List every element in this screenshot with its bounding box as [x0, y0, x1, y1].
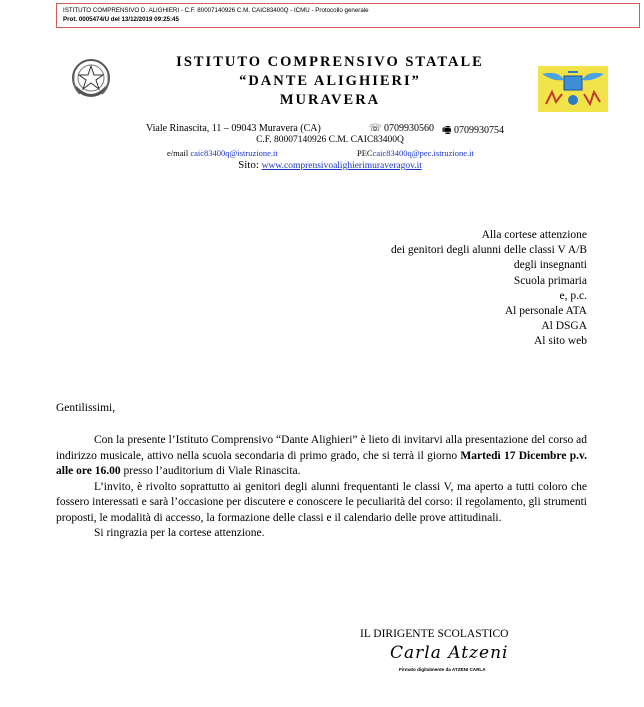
- pec-line: [357, 148, 474, 158]
- signer-title: IL DIRIGENTE SCOLASTICO: [360, 628, 509, 640]
- protocol-line: ISTITUTO COMPRENSIVO D. ALIGHIERI - C.F. 80007140926 C.M. CAIC83400Q - ICMU - Protocollo generale: [63, 7, 369, 14]
- school-logo-icon: [538, 66, 608, 112]
- website-link[interactable]: www.comprensivoalighierimuraveragov.it: [261, 161, 422, 171]
- fiscal-codes: C.F. 80007140926 C.M. CAIC83400Q: [256, 135, 404, 145]
- pec-link[interactable]: caic83400q@pec.istruzione.it: [372, 148, 474, 158]
- fax-number: 🖷 0709930754: [442, 125, 504, 136]
- email-label: e/mail: [167, 148, 189, 158]
- recipient-line: Scuola primaria: [513, 274, 587, 287]
- greeting: Gentilissimi,: [56, 402, 116, 414]
- website-label: Sito:: [238, 159, 259, 171]
- recipient-line: Alla cortese attenzione: [481, 229, 587, 241]
- recipient-line: e, p.c.: [559, 289, 587, 302]
- recipient-line: Al DSGA: [541, 320, 587, 333]
- recipients-block: [391, 228, 587, 350]
- recipient-line: degli insegnanti: [513, 259, 587, 272]
- paragraph-thanks: Si ringrazia per la cortese attenzione.: [94, 527, 265, 539]
- recipient-line: Al personale ATA: [504, 305, 587, 318]
- letter-body: [56, 433, 587, 542]
- paragraph-invitation: Con la presente l’Istituto Comprensivo “Dante Alighieri” è lieto di invitarvi alla presentazione del corso ad indirizzo musicale, attivo nella scuola secondaria di primo grado, che si terrà il giorno Martedì 17 Dicembre p.v. alle ore 16.00 presso l’auditorium di Viale Rinascita.: [56, 434, 587, 477]
- digital-signature-note: Firmato digitalmente da ATZENI CARLA: [399, 667, 486, 672]
- phone-number: ☏ 0709930560: [369, 123, 435, 134]
- phone-icon: ☏: [369, 123, 382, 134]
- protocol-number: Prot. 0005474/U del 13/12/2019 09:25:45: [63, 16, 179, 23]
- school-name-line3: MURAVERA: [279, 92, 381, 108]
- school-address: Viale Rinascita, 11 – 09043 Muravera (CA): [146, 123, 321, 134]
- signature-block: [360, 628, 560, 672]
- school-name-line1: ISTITUTO COMPRENSIVO STATALE: [176, 54, 484, 70]
- email-link[interactable]: caic83400q@istruzione.it: [190, 148, 278, 158]
- paragraph-details: L’invito, è rivolto soprattutto ai genitori degli alunni frequentanti le classi V, ma aperto a tutti coloro che fossero interessati e sarà l’occasione per discutere e conoscere le peculiarità del corso: il regolamento, gli strumenti proposti, le modalità di accesso, la formazione delle classi e il calendario delle prove attitudinali.: [56, 480, 587, 524]
- school-name-line2: “DANTE ALIGHIERI”: [239, 73, 421, 89]
- pec-label: PEC: [357, 148, 373, 158]
- event-date: Martedì 17 Dicembre p.v. alle ore 16.00: [56, 449, 587, 477]
- fax-icon: 🖷: [442, 125, 452, 136]
- recipient-line: Al sito web: [533, 335, 587, 348]
- recipient-line: dei genitori degli alunni delle classi V A/B: [390, 244, 587, 257]
- italian-republic-emblem-icon: [70, 57, 112, 101]
- handwritten-signature: Carla Atzeni: [390, 643, 509, 663]
- website-line: [100, 160, 560, 172]
- protocol-stamp: [56, 3, 640, 28]
- email-line: [167, 148, 278, 158]
